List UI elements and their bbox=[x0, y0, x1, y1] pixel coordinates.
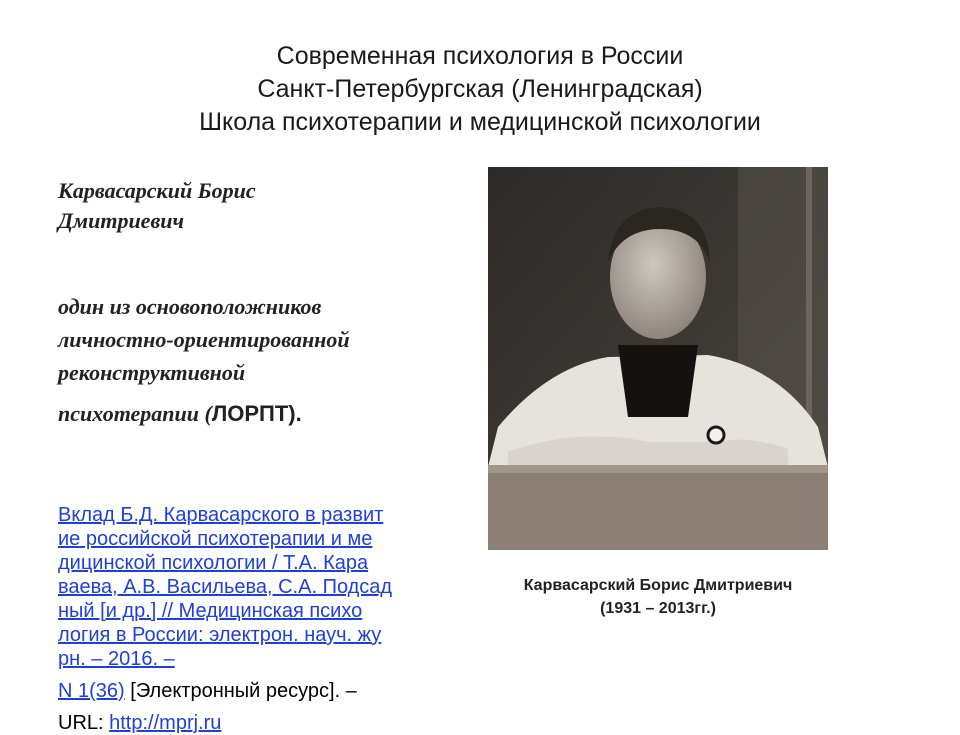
photo-desk-edge bbox=[488, 465, 828, 473]
person-name-line-2: Дмитриевич bbox=[58, 208, 185, 233]
title-line-2: Санкт-Петербургская (Ленинградская) bbox=[257, 75, 703, 103]
caption-line-2: (1931 – 2013гг.) bbox=[600, 600, 716, 617]
reference-link-line: логия в России: электрон. науч. жу bbox=[58, 624, 382, 646]
photo-watch bbox=[708, 427, 724, 443]
photo-caption bbox=[488, 574, 828, 620]
reference-link[interactable] bbox=[58, 503, 468, 671]
issue-text: [Электронный ресурс]. – bbox=[124, 680, 357, 702]
photo-desk bbox=[488, 465, 828, 550]
portrait-photo bbox=[488, 167, 828, 550]
reference-link-line: Вклад Б.Д. Карвасарского в развит bbox=[58, 504, 384, 526]
title-line-3: Школа психотерапии и медицинской психологии bbox=[199, 108, 761, 136]
photo-sweater bbox=[618, 345, 698, 417]
description-line-1: один из основоположников bbox=[58, 294, 322, 319]
url-prefix: URL: bbox=[58, 712, 110, 734]
reference-issue-line bbox=[58, 679, 468, 703]
url-link[interactable]: http://mprj.ru bbox=[109, 712, 222, 734]
reference-url-line bbox=[58, 711, 468, 735]
reference-link-line: рн. – 2016. – bbox=[58, 648, 175, 670]
description-line-4 bbox=[58, 397, 478, 430]
person-name bbox=[58, 176, 418, 236]
issue-link[interactable]: N 1(36) bbox=[58, 680, 125, 702]
person-description bbox=[58, 290, 478, 430]
reference-block bbox=[58, 503, 468, 735]
reference-link-line: ваева, А.В. Васильева, С.А. Подсад bbox=[58, 576, 393, 598]
description-line-2: личностно-ориентированной bbox=[58, 327, 350, 352]
person-name-line-1: Карвасарский Борис bbox=[58, 178, 256, 203]
reference-link-line: ие российской психотерапии и ме bbox=[58, 528, 373, 550]
caption-line-1: Карвасарский Борис Дмитриевич bbox=[523, 577, 793, 594]
description-abbreviation: ЛОРПТ). bbox=[211, 401, 302, 426]
description-line-3: реконструктивной bbox=[58, 360, 246, 385]
title-line-1: Современная психология в России bbox=[276, 42, 684, 70]
description-line-4-prefix: психотерапии ( bbox=[58, 401, 212, 426]
reference-link-line: ный [и др.] // Медицинская психо bbox=[58, 600, 363, 622]
portrait-illustration bbox=[488, 167, 828, 550]
reference-link-line: дицинской психологии / Т.А. Кара bbox=[58, 552, 369, 574]
slide-title bbox=[0, 40, 960, 139]
